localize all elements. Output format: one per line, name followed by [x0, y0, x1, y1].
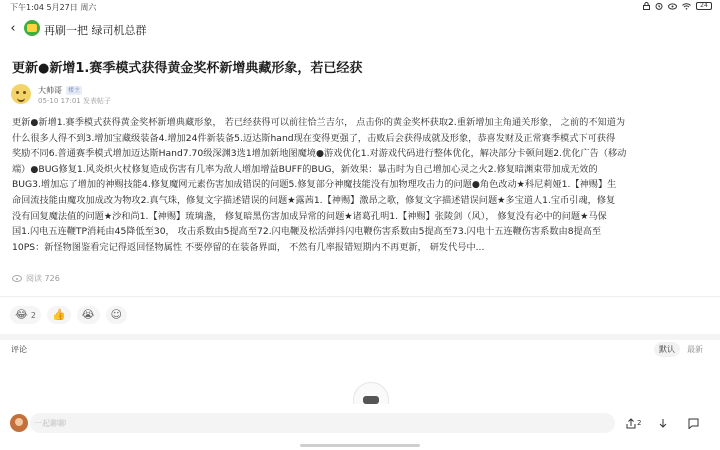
divider — [0, 296, 720, 297]
post-body — [12, 115, 712, 255]
eye-icon — [668, 3, 677, 10]
chevron-left-icon[interactable]: ‹ — [10, 21, 16, 36]
body-line: BUG3.增加忘了增加的神赐技能4.修复魔网元素伤害加成错误的问题5.修复部分神魔技能没有加物理攻击力的问题●角色改动★科尼莉娅1.【神赐】生 — [12, 179, 617, 191]
comment-input[interactable] — [30, 413, 615, 433]
battery-level: 24 — [700, 2, 708, 9]
thumbs-up-icon: 👍 — [51, 308, 66, 321]
body-line: 10PS：新怪物图鉴看完记得返回怪物属性 不要停留的在装备界面， 不然有几率报错短期内不再更新， 研发代号中... — [12, 241, 485, 253]
body-line: 更新●新增1.赛季模式获得黄金奖杯新增典藏形象， 若已经获得可以前往恰兰吉尔， 点击你的黄金奖杯获取2.重新增加主角通关形象， 之前的不知道为 — [12, 117, 626, 128]
author-avatar[interactable] — [11, 84, 31, 104]
sunglasses-icon — [363, 396, 379, 404]
read-count — [12, 273, 60, 284]
sad-emoji-icon: 😭 — [81, 308, 95, 321]
body-line: 命回流技能由魔攻加成改为物攻2.真气珠，修复文字描述错误的问题★露茜1.【神赐】激昂之歌，修复文字描述错误问题★多宝道人1.宝币引魂，修复 — [12, 194, 616, 206]
top-bar — [0, 16, 720, 42]
battery-icon — [696, 2, 712, 10]
reaction-add[interactable] — [106, 306, 127, 324]
comment-icon — [688, 418, 699, 429]
lock-icon — [643, 2, 650, 10]
author-badge: 楼主 — [68, 87, 81, 94]
post-title: 更新●新增1.赛季模式获得黄金奖杯新增典藏形象，若已经获 — [12, 61, 363, 76]
share-count: 2 — [637, 419, 642, 427]
body-line: 端）●BUG修复1.风炎炽火杖修复造成伤害有几率为敌人增加增益BUFF的BUG，新效果：暴击时为自己增加心灵之火2.修复暗渊束带加成无效的 — [12, 163, 598, 175]
body-line: 国1.闪电五连鞭TP消耗由45降低至30， 攻击系数由5提高至72.闪电鞭及松活弹抖闪电鞭伤害系数由5提高至73.闪电十五连鞭伤害系数由8提高至 — [12, 226, 602, 238]
laugh-emoji-icon: 😂 — [15, 308, 28, 321]
comments-heading: 评论 — [11, 345, 27, 354]
comment-button[interactable] — [688, 415, 699, 431]
reaction-count: 2 — [30, 310, 36, 320]
post-meta: 05-10 17:01 发表帖子 — [38, 97, 111, 105]
my-avatar[interactable] — [10, 414, 28, 432]
reaction-sad[interactable] — [77, 306, 100, 324]
wifi-icon — [682, 3, 691, 10]
add-emoji-icon: ☺ — [110, 308, 122, 321]
author-line — [38, 85, 82, 96]
status-time: 下午1:04 5月27日 周六 — [10, 3, 97, 12]
body-line: 奖励不同6.普通赛季模式增加迈达斯Hand7.70级深渊3选1增加新地图魔境●游戏优化1.对游戏代码进行整体优化，解决部分卡顿问题2.优化广告（移动 — [12, 148, 627, 160]
reaction-thumbs-up[interactable] — [47, 306, 71, 324]
reaction-laugh[interactable] — [10, 306, 41, 324]
body-line: 什么很多人得不到3.增加宝藏级装备4.增加24件新装备5.迈达斯hand现在变得更强了，击败后会获得成就及形象，恭喜发财及正常赛季模式下可获得 — [12, 132, 616, 144]
share-button[interactable] — [626, 415, 641, 431]
bottom-bar — [0, 404, 720, 442]
arrow-down-icon — [658, 418, 668, 429]
read-count-text: 阅读 726 — [26, 274, 60, 283]
sort-default-button[interactable]: 默认 — [654, 342, 680, 357]
status-icons — [643, 2, 712, 10]
author-name[interactable]: 大帅哥 — [38, 86, 62, 95]
comment-sort — [654, 342, 708, 357]
group-name[interactable]: 再刷一把 绿司机总群 — [44, 24, 147, 37]
share-icon — [626, 418, 636, 429]
sort-latest-button[interactable]: 最新 — [687, 345, 703, 354]
reaction-bar — [10, 306, 127, 324]
home-indicator[interactable] — [300, 444, 420, 447]
eye-icon — [12, 275, 22, 282]
download-button[interactable] — [658, 415, 668, 431]
group-avatar[interactable] — [24, 20, 40, 36]
body-line: 没有回复魔法值的问题★沙和尚1.【神赐】琉璃盏， 修复暗黑伤害加成异常的问题★诸葛孔明1.【神赐】张陵剑（风）， 修复没有必中的问题★马保 — [12, 210, 607, 222]
section-separator — [0, 334, 720, 340]
alarm-icon — [655, 2, 663, 10]
status-bar — [0, 0, 720, 14]
